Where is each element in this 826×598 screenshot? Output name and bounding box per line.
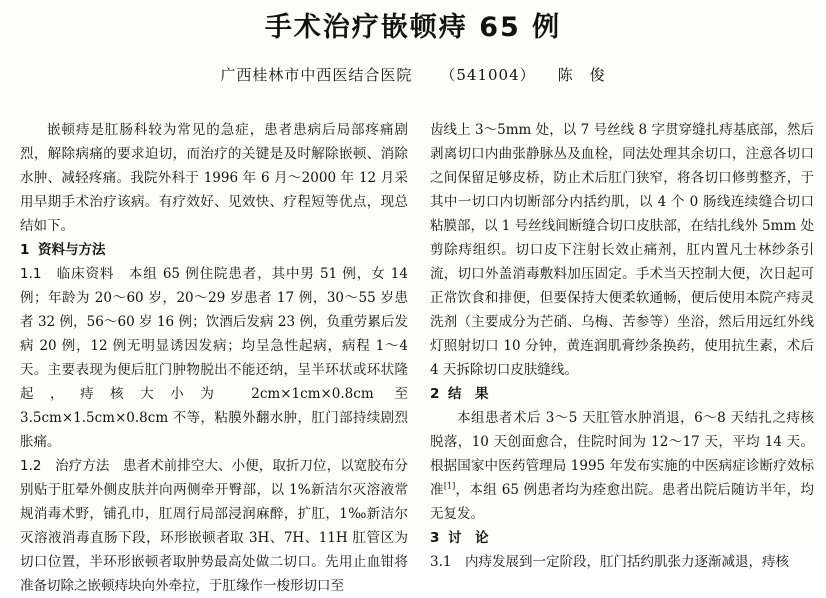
article-byline (0, 64, 826, 86)
paragraph-text: 本组患者术后 3～5 天肛管水肿消退，6～8 天结扎之痔核脱落，10 天创面愈合，住院时间为 12～17 天，平均 14 天。根据国家中医药管理局 1995 年发布实施的中医病症诊断疗效标准 (430, 410, 814, 498)
section-number: 2 (430, 386, 440, 402)
right-column (430, 118, 814, 574)
section-heading-methods (20, 238, 408, 262)
article-title: 手术治疗嵌顿痔 65 例 (264, 12, 562, 43)
subsection-label: 1.1 临床资料 (20, 266, 115, 282)
left-column (20, 118, 408, 598)
paragraph-discussion: 3.1 内痔发展到一定阶段，肛门括约肌张力逐渐减退，痔核 (430, 554, 789, 570)
section-title: 讨 论 (448, 530, 489, 546)
paragraph-text: 本组 65 例住院患者，其中男 51 例，女 14 例；年龄为 20～60 岁，20～29 岁患者 17 例，30～55 岁患者 32 例，56～60 岁 16 例；饮酒后发病 23 例，负重劳累后发病 20 例，12 例无明显诱因发病；均呈急性起病，病程 1～4 天。主要表现为便后肛门肿物脱出不能还纳，呈半环状或环状隆起，痔核大小为 2cm×1cm×0.8cm 至 3.5cm×1.5cm×0.8cm 不等，粘膜外翻水肿，肛门部持续剧烈胀痛。 (20, 266, 408, 450)
author-name: 陈 俊 (557, 66, 606, 84)
intro-paragraph: 嵌顿痔是肛肠科较为常见的急症，患者患病后局部疼痛剧烈，解除病痛的要求迫切，而治疗的关键是及时解除嵌顿、消除水肿、减轻疼痛。我院外科于 1996 年 6 月～2000 年 12 月采用早期手术治疗该病。有疗效好、见效快、疗程短等优点，现总结如下。 (20, 122, 408, 234)
section-number: 1 (20, 242, 30, 258)
section-heading-discussion (430, 526, 814, 550)
paragraph-results (430, 406, 814, 526)
paragraph-text: 患者术前排空大、小便，取折刀位，以宽胶布分别贴于肛晕外侧皮肤并向两侧牵开臀部，以 1%新洁尔灭溶液常规消毒术野，铺孔巾，肛周行局部浸润麻醉，扩肛，1‰新洁尔灭溶液消毒直肠下段，环形嵌顿者取 3H、7H、11H 肛管区为切口位置，半环形嵌顿者取肿势最高处做二切口。先用止血钳将准备切除之嵌顿痔块向外牵拉，于肛缘作一梭形切口至 (20, 458, 408, 594)
paragraph-treatment (20, 454, 408, 598)
citation-reference: [1] (443, 481, 456, 491)
affiliation: 广西桂林市中西医结合医院 (220, 66, 413, 84)
section-heading-results (430, 382, 814, 406)
subsection-label: 1.2 治疗方法 (20, 458, 110, 474)
postcode: （541004） (440, 66, 536, 84)
section-title: 资料与方法 (38, 242, 106, 258)
section-title: 结 果 (448, 386, 489, 402)
paragraph-clinical-data (20, 262, 408, 454)
paragraph-text: ，本组 65 例患者均为痊愈出院。患者出院后随访半年，均无复发。 (430, 482, 815, 522)
section-number: 3 (430, 530, 440, 546)
paragraph-treatment-continued: 齿线上 3～5mm 处，以 7 号丝线 8 字贯穿缝扎痔基底部，然后剥离切口内曲张静脉丛及血栓，同法处理其余切口，注意各切口之间保留足够皮桥，防止术后肛门狭窄，将各切口修剪整齐，于其中一切口内切断部分内括约肌，以 4 个 0 肠线连续缝合切口粘膜部，以 1 号丝线间断缝合切口皮肤部，在结扎线外 5mm 处剪除痔组织。切口皮下注射长效止痛剂，肛内置凡士林纱条引流，切口外盖消毒敷料加压固定。手术当天控制大便，次日起可正常饮食和排便，但要保持大便柔软通畅，便后使用本院产痔灵洗剂（主要成分为芒硝、乌梅、苦参等）坐浴，然后用远红外线灯照射切口 10 分钟，黄连润肌膏纱条换药，使用抗生素，术后 4 天拆除切口皮肤缝线。 (430, 122, 814, 378)
